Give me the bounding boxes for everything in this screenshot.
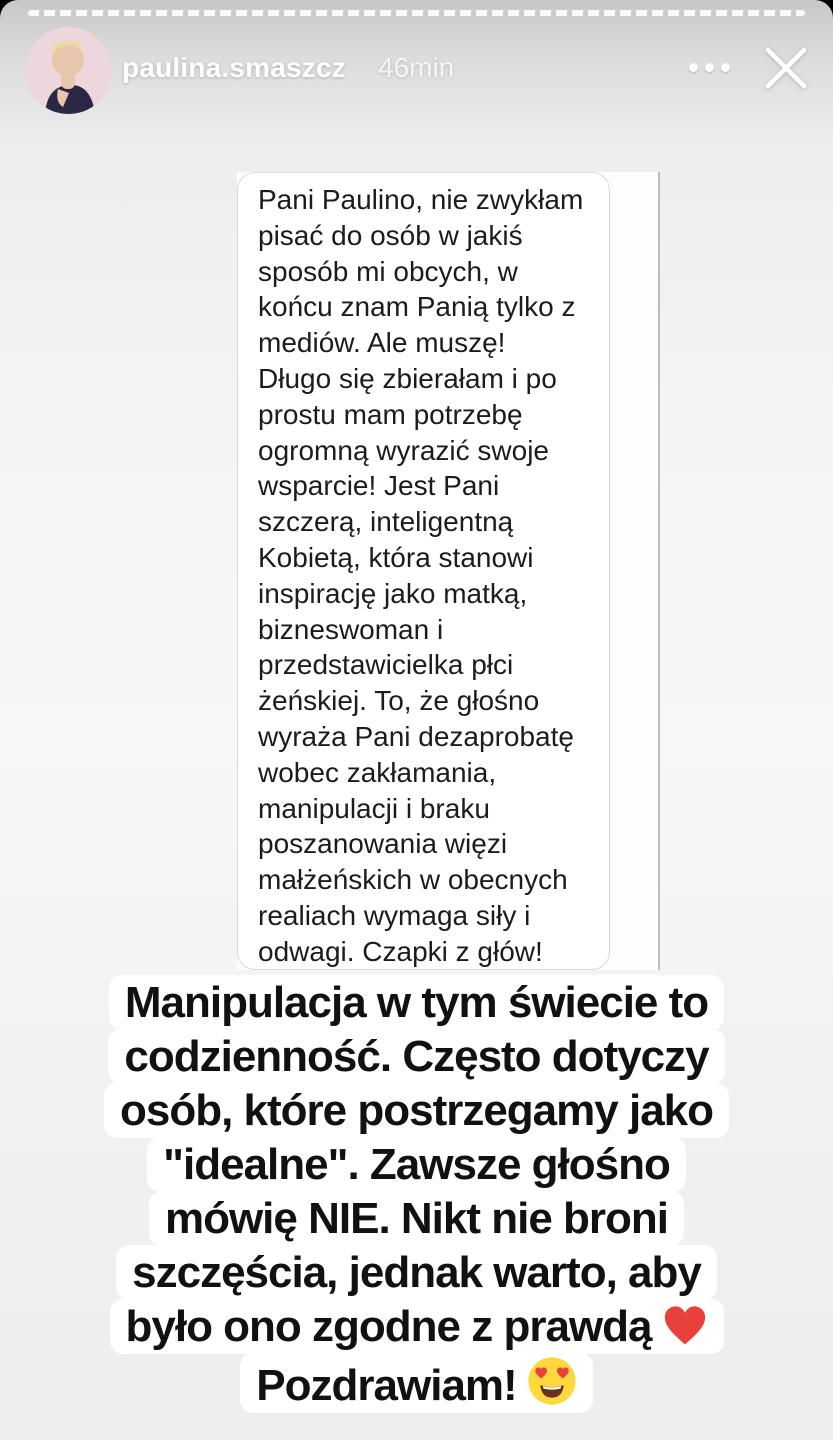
message-line: Długo się zbierałam i po bbox=[258, 362, 557, 394]
heart-eyes-emoji bbox=[527, 1356, 577, 1406]
message-line: końcu znam Panią tylko z bbox=[258, 291, 576, 323]
caption-line: szczęścia, jednak warto, aby bbox=[116, 1245, 717, 1300]
message-line: wobec zakłamania, bbox=[258, 756, 497, 788]
message-line: sposób mi obcych, w bbox=[258, 255, 518, 287]
close-icon bbox=[760, 42, 812, 94]
caption-row bbox=[0, 1353, 833, 1413]
caption-row bbox=[0, 1299, 833, 1354]
three-dots-icon bbox=[705, 63, 714, 72]
caption-line: Pozdrawiam! bbox=[240, 1353, 592, 1413]
red-heart-emoji bbox=[662, 1303, 708, 1347]
message-line: przedstawicielka płci bbox=[258, 649, 514, 681]
message-line: ogromną wyrazić swoje bbox=[258, 434, 549, 466]
message-line: wyraża Pani dezaprobatę bbox=[258, 720, 574, 752]
three-dots-icon bbox=[689, 63, 698, 72]
message-line: Pani Paulino, nie zwykłam bbox=[258, 184, 584, 215]
caption-row bbox=[0, 1191, 833, 1246]
username-label[interactable]: paulina.smaszcz bbox=[122, 52, 346, 83]
message-line: Kobietą, która stanowi bbox=[258, 541, 534, 573]
message-line: szczerą, inteligentną bbox=[258, 506, 514, 538]
story-header bbox=[0, 0, 833, 130]
close-button[interactable] bbox=[760, 42, 812, 94]
caption-row bbox=[0, 1029, 833, 1084]
three-dots-icon bbox=[721, 63, 730, 72]
message-line: mediów. Ale muszę! bbox=[258, 327, 506, 359]
message-line: prostu mam potrzebę bbox=[258, 398, 523, 430]
message-line: wsparcie! Jest Pani bbox=[258, 470, 500, 502]
message-line: pisać do osób w jakiś bbox=[258, 219, 523, 251]
message-line: bizneswoman i bbox=[258, 613, 444, 645]
message-line: małżeńskich w obecnych bbox=[258, 864, 568, 896]
message-bubble bbox=[237, 172, 610, 970]
story-caption bbox=[0, 976, 833, 1413]
caption-row bbox=[0, 975, 833, 1030]
caption-row bbox=[0, 1137, 833, 1192]
more-options-button[interactable] bbox=[678, 47, 740, 87]
dm-screenshot bbox=[237, 172, 660, 970]
message-line: manipulacji i braku bbox=[258, 792, 490, 824]
message-line: inspirację jako matką, bbox=[258, 577, 528, 609]
caption-line: mówię NIE. Nikt nie broni bbox=[149, 1191, 684, 1246]
timestamp-label: 46min bbox=[378, 52, 455, 83]
avatar[interactable] bbox=[25, 27, 112, 114]
message-line: poszanowania więzi bbox=[258, 828, 508, 860]
caption-line: "idealne". Zawsze głośno bbox=[147, 1137, 686, 1192]
message-line: realiach wymaga siły i bbox=[258, 899, 531, 931]
caption-line: Manipulacja w tym świecie to bbox=[109, 975, 724, 1030]
message-line: odwagi. Czapki z głów! bbox=[258, 935, 543, 967]
caption-row bbox=[0, 1083, 833, 1138]
caption-line: codzienność. Często dotyczy bbox=[108, 1029, 724, 1084]
avatar-illustration bbox=[25, 27, 112, 114]
caption-line: było ono zgodne z prawdą bbox=[110, 1299, 724, 1354]
message-line: żeńskiej. To, że głośno bbox=[258, 685, 540, 717]
caption-line: osób, które postrzegamy jako bbox=[104, 1083, 729, 1138]
caption-row bbox=[0, 1245, 833, 1300]
